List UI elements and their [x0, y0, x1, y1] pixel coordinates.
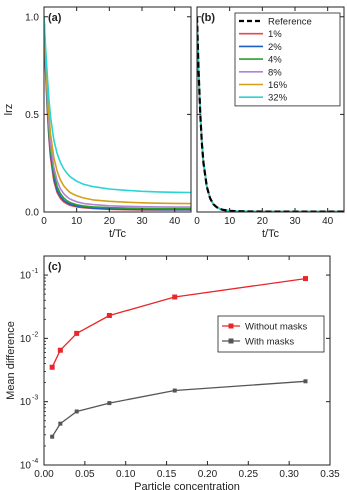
y-tick-label: 10	[19, 333, 31, 345]
series-line-1-	[44, 17, 191, 210]
series-line-4-	[44, 17, 191, 209]
series-line-16-	[44, 17, 191, 204]
x-axis-label: Particle concentration	[134, 481, 240, 490]
panel-label: (a)	[48, 12, 62, 24]
x-tick-label: 0.15	[156, 469, 177, 480]
x-tick-label: 0.30	[279, 469, 299, 480]
data-point	[172, 295, 177, 300]
data-point	[75, 409, 79, 413]
legend-label: With masks	[245, 336, 295, 348]
y-tick-label: 10	[19, 460, 31, 472]
series-line-32-	[44, 17, 191, 193]
x-tick-label: 0	[41, 216, 47, 227]
x-tick-label: 0.35	[320, 469, 340, 480]
x-tick-label: 0.20	[197, 469, 218, 480]
x-axis-label: t/Tc	[261, 228, 280, 240]
legend-label: 2%	[268, 41, 282, 53]
x-tick-label: 0	[194, 216, 200, 227]
panel-a	[3, 7, 191, 240]
y-tick-exponent: -3	[32, 394, 39, 402]
legend-label: 16%	[268, 80, 288, 91]
legend-panel-b	[235, 13, 340, 106]
data-point	[58, 422, 62, 426]
data-point	[107, 401, 111, 405]
legend-panel-c	[218, 316, 324, 352]
data-point	[74, 331, 79, 336]
data-point	[107, 313, 112, 318]
x-tick-label: 20	[103, 216, 115, 227]
data-point	[50, 365, 55, 370]
y-tick-exponent: -4	[32, 458, 39, 465]
data-point	[173, 389, 177, 393]
series-line-2-	[44, 17, 191, 210]
panel-label: (c)	[48, 261, 62, 273]
data-point	[303, 276, 308, 281]
series-line-8-	[44, 17, 191, 207]
axes-frame	[44, 256, 330, 465]
y-tick-label: 10	[19, 270, 31, 282]
panel-c	[5, 256, 340, 490]
x-tick-label: 10	[71, 216, 83, 227]
legend-marker	[229, 324, 234, 329]
legend-label: 8%	[268, 67, 282, 79]
y-tick-label: 10	[19, 397, 31, 409]
x-tick-label: 0.05	[75, 469, 95, 480]
x-tick-label: 0.00	[34, 469, 54, 480]
data-point	[50, 435, 54, 439]
x-tick-label: 20	[256, 216, 268, 227]
x-tick-label: 30	[136, 216, 148, 227]
x-tick-label: 0.25	[238, 469, 259, 480]
y-axis-label: Mean difference	[5, 321, 17, 400]
data-point	[303, 379, 307, 383]
legend-label: 32%	[268, 92, 288, 104]
series-group	[44, 17, 191, 210]
y-tick-label: 0.5	[25, 109, 39, 121]
series-group	[52, 279, 305, 437]
data-point	[58, 348, 63, 353]
x-tick-label: 30	[289, 216, 301, 227]
x-axis-label: t/Tc	[108, 228, 127, 240]
y-tick-label: 0.0	[25, 207, 39, 219]
x-tick-label: 40	[169, 216, 181, 227]
legend-label: 4%	[268, 54, 282, 66]
legend-label: 1%	[268, 29, 282, 41]
series-line-with-masks	[52, 381, 305, 436]
panel-label: (b)	[201, 12, 216, 24]
y-tick-exponent: -1	[32, 268, 39, 276]
x-tick-label: 0.10	[115, 469, 136, 480]
x-tick-label: 10	[224, 216, 236, 227]
y-tick-exponent: -2	[32, 331, 39, 339]
y-tick-label: 1.0	[25, 12, 39, 24]
legend-label: Reference	[268, 16, 312, 28]
axes-frame	[44, 7, 191, 212]
x-tick-label: 40	[322, 216, 334, 227]
legend-label: Without masks	[245, 321, 308, 333]
legend-marker	[229, 339, 234, 344]
y-axis-label: lrz	[3, 103, 15, 116]
